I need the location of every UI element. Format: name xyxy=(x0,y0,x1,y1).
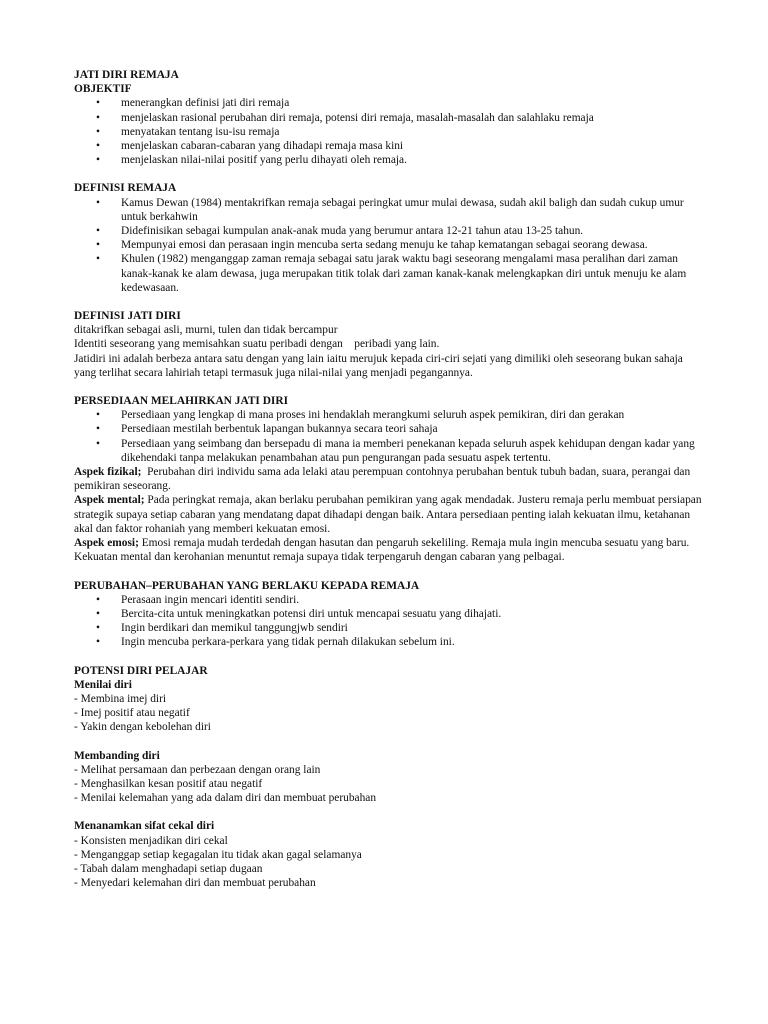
dash-item: - Yakin dengan kebolehan diri xyxy=(74,721,211,734)
sifat-cekal-heading: Menanamkan sifat cekal diri xyxy=(74,820,215,833)
aspek-label: Aspek mental; xyxy=(74,494,145,507)
potensi-heading: POTENSI DIRI PELAJAR xyxy=(74,664,208,677)
aspek-text: Emosi remaja mudah terdedah dengan hasutan dan pengaruh sekeliling. Remaja mula ingin mencuba sesuatu yang baru. Kekuatan mental dan kerohanian menuntut remaja supaya tidak terpengaruh dengan cabaran yang pelbagai. xyxy=(74,537,693,564)
menilai-diri-heading: Menilai diri xyxy=(74,678,132,691)
list-item: • Khulen (1982) menganggap zaman remaja sebagai satu jarak waktu bagi seseorang mengalami masa peralihan dari zaman kanak-kanak ke alam dewasa, juga merupakan titik tolak dari zaman kanak-kanak melengkapkan diri untuk menuju ke alam kedewasaan. xyxy=(74,252,704,295)
definisi-remaja-list xyxy=(74,196,704,295)
dash-item: - Menghasilkan kesan positif atau negatif xyxy=(74,777,263,790)
dash-item: - Konsisten menjadikan diri cekal xyxy=(74,834,228,847)
membanding-diri-heading: Membanding diri xyxy=(74,749,160,762)
aspek-fizikal-paragraph xyxy=(74,465,704,493)
aspek-label: Aspek emosi; xyxy=(74,537,139,550)
dash-item: - Tabah dalam menghadapi setiap dugaan xyxy=(74,862,263,875)
main-title: JATI DIRI REMAJA xyxy=(74,69,179,81)
list-item: • Bercita-cita untuk meningkatkan potensi diri untuk mencapai sesuatu yang dihajati. xyxy=(74,607,704,621)
dash-item: - Melihat persamaan dan perbezaan dengan orang lain xyxy=(74,763,321,776)
list-item: • Kamus Dewan (1984) mentakrifkan remaja sebagai peringkat umur mulai dewasa, sudah akil baligh dan sudah cukup umur untuk berkahwin xyxy=(74,196,704,224)
list-item: • Persediaan yang lengkap di mana proses ini hendaklah merangkumi seluruh aspek pemikiran, diri dan gerakan xyxy=(74,408,704,422)
dash-item: - Membina imej diri xyxy=(74,692,167,705)
list-item: • Ingin berdikari dan memikul tanggungjwb sendiri xyxy=(74,621,704,635)
dash-item: - Menganggap setiap kegagalan itu tidak akan gagal selamanya xyxy=(74,848,362,861)
list-item: • Perasaan ingin mencari identiti sendiri. xyxy=(74,593,704,607)
objektif-list xyxy=(74,96,704,167)
list-item: • menerangkan definisi jati diri remaja xyxy=(74,96,704,110)
objektif-heading: OBJEKTIF xyxy=(74,83,132,96)
list-item: • menjelaskan nilai-nilai positif yang perlu dihayati oleh remaja. xyxy=(74,153,704,167)
aspek-label: Aspek fizikal; xyxy=(74,466,142,479)
document-page xyxy=(74,68,704,890)
list-item: • Ingin mencuba perkara-perkara yang tidak pernah dilakukan sebelum ini. xyxy=(74,635,704,649)
list-item: • Mempunyai emosi dan perasaan ingin mencuba serta sedang menuju ke tahap kematangan sebagai seorang dewasa. xyxy=(74,238,704,252)
perubahan-list xyxy=(74,593,704,650)
list-item: • menyatakan tentang isu-isu remaja xyxy=(74,125,704,139)
jati-diri-paragraph: Jatidiri ini adalah berbeza antara satu dengan yang lain iaitu merujuk kepada ciri-ciri sejati yang dimiliki oleh seseorang bukan sahaja yang terlihat secara lahiriah tetapi termasuk juga nilai-nilai yang menjadi pegangannya. xyxy=(74,352,683,379)
dash-item: - Imej positif atau negatif xyxy=(74,707,190,720)
list-item: • Didefinisikan sebagai kumpulan anak-anak muda yang berumur antara 12-21 tahun atau 13-25 tahun. xyxy=(74,224,704,238)
jati-diri-line: ditakrifkan sebagai asli, murni, tulen dan tidak bercampur xyxy=(74,324,338,337)
persediaan-heading: PERSEDIAAN MELAHIRKAN JATI DIRI xyxy=(74,395,289,408)
persediaan-list xyxy=(74,408,704,465)
list-item: • Persediaan yang seimbang dan bersepadu di mana ia memberi penekanan kepada seluruh aspek kehidupan dengan kadar yang dikehendaki tanpa melakukan penambahan atau pun pengurangan pada sesuatu aspek tertentu. xyxy=(74,437,704,465)
list-item: • menjelaskan cabaran-cabaran yang dihadapi remaja masa kini xyxy=(74,139,704,153)
dash-item: - Menyedari kelemahan diri dan membuat perubahan xyxy=(74,877,316,890)
list-item: • menjelaskan rasional perubahan diri remaja, potensi diri remaja, masalah-masalah dan salahlaku remaja xyxy=(74,111,704,125)
aspek-text: Pada peringkat remaja, akan berlaku perubahan pemikiran yang agak mendadak. Justeru remaja perlu membuat persiapan strategik supaya setiap cabaran yang mendatang dapat dihadapi dengan baik. Antara persediaan penting ialah kekuatan ilmu, ketahanan akal dan faktor rohaniah yang memberi kekuatan emosi. xyxy=(74,494,705,535)
list-item: • Persediaan mestilah berbentuk lapangan bukannya secara teori sahaja xyxy=(74,422,704,436)
definisi-remaja-heading: DEFINISI REMAJA xyxy=(74,182,177,195)
jati-diri-line: Identiti seseorang yang memisahkan suatu peribadi dengan peribadi yang lain. xyxy=(74,338,440,351)
perubahan-heading: PERUBAHAN–PERUBAHAN YANG BERLAKU KEPADA REMAJA xyxy=(74,579,420,592)
dash-item: - Menilai kelemahan yang ada dalam diri dan membuat perubahan xyxy=(74,792,377,805)
aspek-text: Perubahan diri individu sama ada lelaki atau perempuan contohnya perubahan bentuk tubuh badan, suara, perangai dan pemikiran seseorang. xyxy=(74,466,694,493)
aspek-mental-paragraph xyxy=(74,493,704,536)
definisi-jati-diri-heading: DEFINISI JATI DIRI xyxy=(74,310,181,323)
aspek-emosi-paragraph xyxy=(74,536,704,564)
